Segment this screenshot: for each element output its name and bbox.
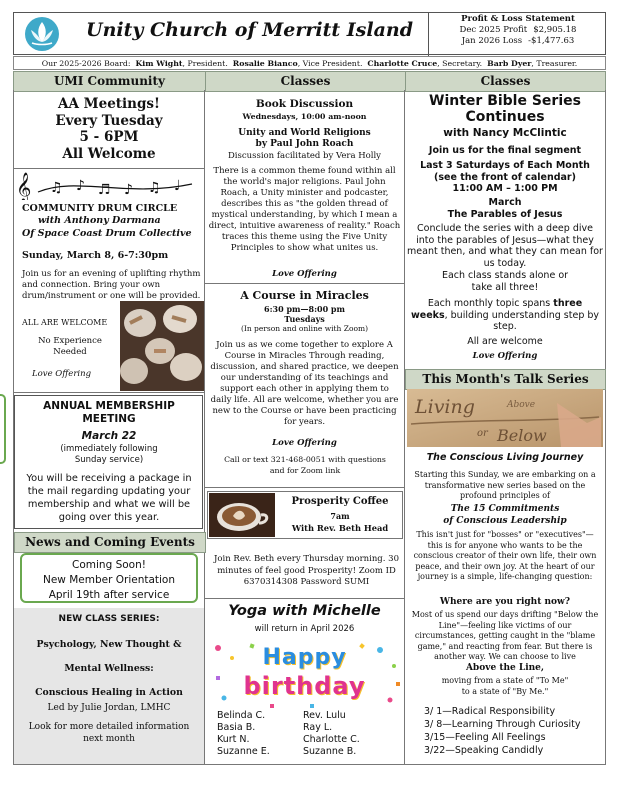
topic-line: The Parables of Jesus [447,208,563,220]
winter-bible-title-line: Winter Bible Series [429,93,581,109]
pl-title: Profit & Loss Statement [461,14,575,24]
coffee-time: 7am [330,511,350,521]
board-member-role: , Vice President. [297,59,363,68]
board-member-name: Rosalie Bianco [232,59,298,68]
talk-intro: Starting this Sunday, we are embarking on a transformative new series based on the profound principles of [414,470,596,500]
svg-text:𝄞: 𝄞 [16,173,32,200]
drums-image-icon [120,301,204,391]
svg-text:♩: ♩ [174,178,181,194]
music-notes-icon [16,172,196,200]
drum-circle-desc: Join us for an evening of uplifting rhythm and connection. Bring your own drum/instrument or one will be provided. [22,269,201,301]
drum-circle-org: Of Space Coast Drum Collective [22,228,192,239]
annual-meeting-desc: You will be receiving a package in the mail regarding updating your membership and what we will be going over this year. [26,473,192,523]
coffee-cup-icon [209,493,275,537]
talk-book [405,504,605,527]
board-intro: Our 2025-2026 Board: [41,59,131,68]
schedule-line: 11:00 AM – 1:00 PM [452,183,558,194]
coffee-photo [209,493,275,537]
span-bold: three weeks [410,298,583,321]
talk-date-item: 3/22—Speaking Candidly [424,745,544,756]
col2-header: Classes [205,71,406,92]
coffee-with: With Rev. Beth Head [291,523,389,533]
talk-book-line: of Conscious Leadership [443,515,567,526]
birthday-names-right [303,710,401,758]
lotus-logo-icon [24,16,60,52]
birthday-name: Kurt N. [217,734,250,745]
winter-bible-offering: Love Offering [472,351,538,361]
winter-bible-alone: Each class stands alone or take all three! [441,270,569,293]
annual-title-line: MEETING [82,412,136,425]
news-line: Coming Soon! [72,559,146,571]
birthday-names-left [217,710,302,758]
talk-date-item: 3/15—Feeling All Feelings [424,732,546,743]
talk-dates [424,705,602,757]
section-divider [14,168,204,169]
birthday-name: Ray L. [303,722,333,733]
book-discussion-time: Wednesdays, 10:00 am-noon [242,112,367,121]
coming-soon-box [20,553,198,603]
sand-photo [407,389,603,447]
board-member-role: , Treasurer. [531,59,578,68]
section-divider [14,392,204,393]
drum-circle-date: Sunday, March 8, 6-7:30pm [22,250,169,261]
book-discussion-facilitator: Discussion facilitated by Vera Holly [227,151,381,161]
month-line: March [488,197,522,208]
annual-title-line: ANNUAL MEMBERSHIP [43,400,175,412]
aa-line: AA Meetings! [58,96,160,112]
book-discussion-desc: There is a common theme found within all the world's major religions. Paul John Roach, a Unity minister and podcaster, describes this as "the golden thread of mystical understanding, by which I mean a direct, intuitive awareness of reality." Roach traces this theme using the Five Unity Principles to show what unites us. [208,166,401,253]
birthday-word-happy: Happy [262,645,347,670]
talk-question: Where are you right now? [439,597,571,607]
birthday-name: Charlotte C. [303,734,360,745]
margin-accent [0,394,6,464]
header-divider [428,12,429,56]
annual-meeting-date: March 22 [81,430,137,442]
new-class-topic [14,633,204,705]
sand-word-above: Above [507,400,536,410]
page-frame-bottom [13,764,606,765]
acim-time: 6:30 pm—8:00 pm [264,304,345,314]
svg-text:♫: ♫ [50,180,63,196]
drum-welcome: ALL ARE WELCOME [22,318,108,327]
book-discussion-sub [205,128,404,150]
new-class-line: Conscious Healing in Action [35,687,183,698]
new-class-led: Led by Julie Jordan, LMHC [47,703,171,713]
section-divider [205,598,404,599]
annual-meeting-title [14,400,204,425]
winter-bible-schedule [405,160,605,195]
drum-photo [120,301,204,391]
birthday-name: Rev. Lulu [303,710,346,721]
page-title: Unity Church of Merritt Island [86,19,413,41]
drum-circle-with: with Anthony Darmana [38,215,161,226]
new-class-line: Mental Wellness: [64,663,154,674]
news-header: News and Coming Events [14,532,206,553]
drum-no-experience [22,336,118,358]
sand-word-or: or [477,428,488,439]
winter-bible-month [405,197,605,220]
acim-call: Call or text 321-468-0051 with questions and for Zoom link [224,455,386,475]
page-frame-right [605,90,606,765]
book-discussion-title: Book Discussion [255,98,354,110]
news-line: April 19th after service [48,589,170,601]
sand-writing-image-icon [407,389,603,447]
coffee-title: Prosperity Coffee [291,496,389,507]
acim-mode: (In person and online with Zoom) [240,324,369,333]
talk-date-item: 3/ 1—Radical Responsibility [424,706,556,717]
pl-line-1 [432,25,604,36]
col1-header: UMI Community [13,71,206,92]
board-line [13,56,606,70]
section-divider [205,283,404,284]
schedule-line: (see the front of calendar) [434,171,576,183]
church-logo [24,16,60,52]
schedule-line: Last 3 Saturdays of Each Month [420,160,590,171]
acim-desc: Join us as we come together to explore A Course in Miracles Through reading, discussion, and shared practice, we deepen our understanding of its teachings and support each other in applying them to daily life. All are welcome, whether you are new to the Course or have been practicing for years. [210,340,399,427]
board-member-role: , Secretary. [437,59,483,68]
aa-meetings [14,96,204,162]
annual-sub-line: (immediately following [60,444,158,454]
pl-line-1-label: Dec 2025 Profit [459,25,528,35]
pl-line-2-value: -$1,477.63 [528,36,575,46]
board-member-name: Charlotte Cruce [367,59,438,68]
board-member-name: Kim Wight [135,59,183,68]
coffee-desc: Join Rev. Beth every Thursday morning. 30 minutes of feel good Prosperity! Zoom ID 6370314308 Password SUMI [214,554,399,587]
winter-bible-with: with Nancy McClintic [443,127,567,139]
new-class-title: NEW CLASS SERIES: [58,614,160,624]
talk-date-item: 3/ 8—Learning Through Curiosity [424,719,581,730]
winter-bible-join: Join us for the final segment [428,145,582,156]
book-sub-line: by Paul John Roach [255,139,354,149]
board-member-name: Barb Dyer [487,59,532,68]
book-sub-line: Unity and World Religions [238,128,371,138]
aa-line: All Welcome [62,145,156,162]
yoga-sub: will return in April 2026 [254,624,355,634]
talk-body-3: moving from a state of "To Me" to a state of "By Me." [441,676,569,696]
aa-line: 5 - 6PM [79,129,139,145]
span-text: Each monthly topic spans [427,298,551,309]
no-exp-line: No Experience [38,336,102,346]
no-exp-line: Needed [53,347,87,357]
span-text: , building understanding step by step. [444,309,600,332]
new-class-more: Look for more detailed information next month [28,722,190,744]
svg-text:♬: ♬ [98,182,111,198]
winter-bible-span [410,298,600,333]
annual-meeting-sub [14,444,204,465]
drum-offering: Love Offering [32,369,92,379]
winter-bible-welcome: All are welcome [467,336,543,347]
board-member-role: , President. [182,59,228,68]
pl-line-1-value: $2,905.18 [533,25,577,35]
winter-bible-desc: Conclude the series with a deep dive into the parables of Jesus—what they meant then, and what they can mean for us today. [407,223,603,269]
birthday-name: Basia B. [217,722,256,733]
profit-loss-box [432,14,604,47]
new-class-line: Psychology, New Thought & [36,639,182,650]
col3-header: Classes [405,71,606,92]
pl-line-2 [432,36,604,47]
talk-book-line: The 15 Commitments [450,504,560,514]
talk-title: The Conscious Living Journey [426,452,584,463]
talk-series-header: This Month's Talk Series [405,369,606,390]
drum-circle-title: COMMUNITY DRUM CIRCLE [22,203,178,214]
section-divider [205,487,404,488]
sand-word-below: Below [497,426,547,445]
acim-day: Tuesdays [284,314,325,324]
winter-bible-title [405,94,605,125]
talk-above: Above the Line, [465,663,545,673]
svg-text:♫: ♫ [148,180,161,196]
birthday-name: Belinda C. [217,710,266,721]
birthday-name: Suzanne E. [217,746,270,757]
music-notes-graphic [16,172,196,200]
acim-title: A Course in Miracles [240,289,369,302]
news-line: New Member Orientation [42,574,176,586]
book-offering: Love Offering [272,269,337,279]
pl-line-2-label: Jan 2026 Loss [461,36,523,46]
talk-body-2: Most of us spend our days drifting "Below the Line"—feeling like victims of our circumstances, getting caught in the "blame game," and reacting from fear. But there is another way. We can choose to live [411,610,599,661]
birthday-name: Suzanne B. [303,746,357,757]
sand-word-living: Living [415,396,475,418]
svg-text:♪: ♪ [76,178,85,194]
svg-text:♪: ♪ [124,182,133,198]
yoga-title: Yoga with Michelle [228,603,381,619]
talk-body-1: This isn't just for "bosses" or "executives"— this is for anyone who wants to be the conscious creator of their own life, their own peace, and their own joy. At the heart of our journey is a simple, life-changing question: [413,530,597,581]
aa-line: Every Tuesday [55,112,163,129]
birthday-word-birthday: birthday [243,672,366,700]
acim-offering: Love Offering [272,438,337,448]
winter-bible-title-line: Continues [465,108,545,125]
annual-sub-line: Sunday service) [74,454,144,465]
